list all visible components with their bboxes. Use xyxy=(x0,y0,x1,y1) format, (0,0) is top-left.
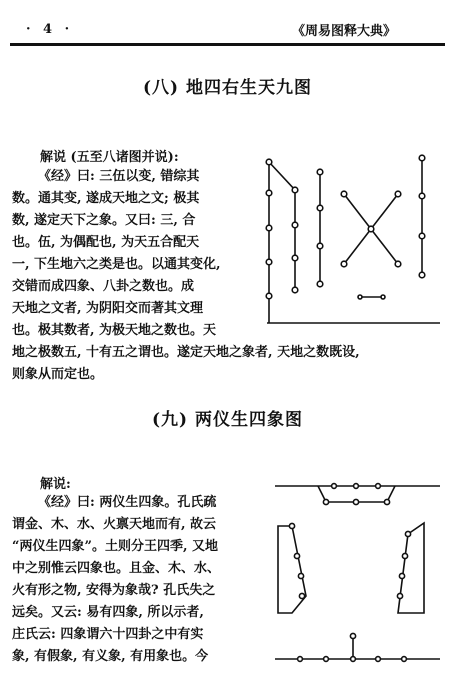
text-line: 中之别惟云四象也。且金、木、水、 xyxy=(12,561,221,576)
text-line: 象, 有假象, 有义象, 有用象也。今 xyxy=(12,649,209,664)
text-line: 也。伍, 为偶配也, 为天五合配天 xyxy=(12,235,200,250)
text-line: 则象从而定也。 xyxy=(12,367,104,382)
text-line: 交错而成四象、八卦之数也。成 xyxy=(12,279,195,294)
text-line: “两仪生四象”。土则分王四季, 又地 xyxy=(12,539,219,554)
text-line: 《经》曰: 两仪生四象。孔氏疏 xyxy=(38,495,217,510)
text-line: 天地之文者, 为阴阳交而著其文理 xyxy=(12,301,204,316)
section-9-title: (九) 两仪生四象图 xyxy=(151,410,303,430)
book-title: 《周易图释大典》 xyxy=(292,24,397,39)
diagram-earth-four-heaven-nine xyxy=(266,155,440,323)
section-8-title: (八) 地四右生天九图 xyxy=(142,78,312,98)
section-9-label: 解说: xyxy=(40,477,71,492)
text-line: 火有形之物, 安得为象哉? 孔氏失之 xyxy=(12,583,216,598)
text-line: 也。极其数者, 为极天地之数也。天 xyxy=(12,323,217,338)
section-8-label: 解说 (五至八诸图并说): xyxy=(40,150,179,165)
text-line: 数。通其变, 遂成天地之文; 极其 xyxy=(12,191,200,206)
text-line: 远矣。又云: 易有四象, 所以示者, xyxy=(12,605,204,620)
text-line: 数, 遂定天下之象。又曰: 三, 合 xyxy=(12,213,196,228)
text-line: 地之极数五, 十有五之谓也。遂定天地之象者, 天地之数既设, xyxy=(12,345,360,360)
page-number: · 4 · xyxy=(26,22,74,37)
text-line: 一, 下生地六之类是也。以通其变化, xyxy=(12,257,221,272)
text-line: 《经》曰: 三伍以变, 错综其 xyxy=(38,169,200,184)
diagram-two-modes-four-images xyxy=(275,484,440,662)
text-line: 谓金、木、水、火禀天地而有, 故云 xyxy=(12,517,217,532)
text-line: 庄氏云: 四象谓六十四卦之中有实 xyxy=(12,627,204,642)
